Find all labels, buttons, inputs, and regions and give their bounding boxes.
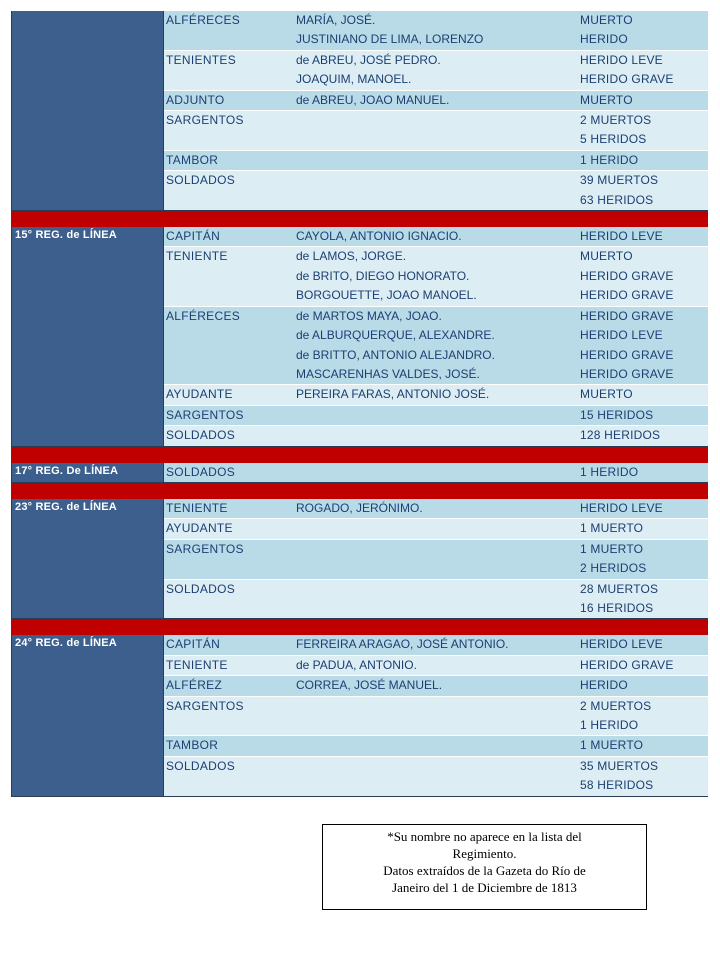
rank-cell: CAPITÁN <box>166 229 221 244</box>
table-row <box>164 635 708 655</box>
person-name: PEREIRA FARAS, ANTONIO JOSÉ. <box>296 387 490 402</box>
names-cell <box>296 151 578 170</box>
names-cell <box>296 426 578 445</box>
casualty-status: MUERTO <box>580 249 633 264</box>
casualty-status: HERIDO GRAVE <box>580 72 674 87</box>
casualty-status: HERIDO LEVE <box>580 229 663 244</box>
rank-cell: ADJUNTO <box>166 92 225 107</box>
table-row <box>164 51 708 91</box>
names-cell <box>296 635 578 654</box>
casualty-status: 1 MUERTO <box>580 738 644 753</box>
status-cell <box>578 227 708 246</box>
status-cell <box>578 540 708 579</box>
section-separator <box>11 619 708 635</box>
casualty-status: HERIDO <box>580 32 628 47</box>
person-name: BORGOUETTE, JOAO MANOEL. <box>296 288 477 303</box>
status-cell <box>578 635 708 654</box>
person-name: MASCARENHAS VALDES, JOSÉ. <box>296 366 480 381</box>
person-name: CAYOLA, ANTONIO IGNACIO. <box>296 229 462 244</box>
note-line: *Su nombre no aparece en la lista del <box>387 829 582 844</box>
person-name: de ABREU, JOAO MANUEL. <box>296 92 450 107</box>
person-name: CORREA, JOSÉ MANUEL. <box>296 678 443 693</box>
rank-cell: TENIENTE <box>166 657 228 672</box>
status-cell <box>578 697 708 736</box>
table-row <box>164 757 708 796</box>
status-cell <box>578 406 708 425</box>
casualty-status: 1 HERIDO <box>580 152 639 167</box>
names-cell <box>296 540 578 579</box>
rank-cell: TENIENTE <box>166 500 228 515</box>
casualty-table <box>11 11 708 797</box>
casualty-status: HERIDO GRAVE <box>580 657 674 672</box>
table-row <box>164 697 708 737</box>
rank-cell: SARGENTOS <box>166 698 244 713</box>
regiment-section <box>11 463 708 483</box>
table-row <box>164 580 708 619</box>
status-cell <box>578 656 708 675</box>
person-name: de BRITTO, ANTONIO ALEJANDRO. <box>296 347 495 362</box>
rank-cell: SARGENTOS <box>166 113 244 128</box>
rank-cell: TENIENTES <box>166 52 237 67</box>
section-separator <box>11 211 708 227</box>
person-name: JUSTINIANO DE LIMA, LORENZO <box>296 32 484 47</box>
table-row <box>164 426 708 445</box>
status-cell <box>578 580 708 619</box>
status-cell <box>578 757 708 796</box>
names-cell <box>296 51 578 90</box>
casualty-status: HERIDO GRAVE <box>580 268 674 283</box>
regiment-section <box>11 499 708 619</box>
table-row <box>164 519 708 539</box>
casualty-status: HERIDO GRAVE <box>580 288 674 303</box>
rank-rows <box>164 11 708 210</box>
status-cell <box>578 385 708 404</box>
casualty-status: MUERTO <box>580 13 633 27</box>
names-cell <box>296 11 578 50</box>
person-name: de MARTOS MAYA, JOAO. <box>296 308 442 323</box>
status-cell <box>578 499 708 518</box>
names-cell <box>296 580 578 619</box>
rank-cell: TENIENTE <box>166 249 228 264</box>
names-cell <box>296 463 578 482</box>
table-row <box>164 307 708 386</box>
names-cell <box>296 307 578 385</box>
status-cell <box>578 736 708 755</box>
casualty-status: 2 MUERTOS <box>580 113 652 128</box>
person-name: FERREIRA ARAGAO, JOSÉ ANTONIO. <box>296 637 509 652</box>
casualty-status: HERIDO GRAVE <box>580 308 674 323</box>
casualty-status: MUERTO <box>580 92 633 107</box>
rank-cell: TAMBOR <box>166 738 219 753</box>
section-separator <box>11 447 708 463</box>
rank-cell: SOLDADOS <box>166 464 236 479</box>
person-name: JOAQUIM, MANOEL. <box>296 72 412 87</box>
casualty-status: 16 HERIDOS <box>580 600 654 615</box>
regiment-label: 23° REG. de LÍNEA <box>12 499 164 618</box>
rank-cell: AYUDANTE <box>166 521 233 536</box>
status-cell <box>578 111 708 150</box>
casualty-status: 1 MUERTO <box>580 541 644 556</box>
names-cell <box>296 736 578 755</box>
person-name: MARÍA, JOSÉ. <box>296 13 376 27</box>
rank-cell: TAMBOR <box>166 152 219 167</box>
table-row <box>164 656 708 676</box>
rank-cell: ALFÉREZ <box>166 678 223 693</box>
person-name: de PADUA, ANTONIO. <box>296 657 417 672</box>
note-line: Regimiento. <box>452 846 517 861</box>
casualty-status: 2 MUERTOS <box>580 698 652 713</box>
names-cell <box>296 757 578 796</box>
casualty-status: 35 MUERTOS <box>580 758 659 773</box>
names-cell <box>296 385 578 404</box>
casualty-status: HERIDO LEVE <box>580 500 663 515</box>
status-cell <box>578 247 708 305</box>
names-cell <box>296 171 578 210</box>
table-row <box>164 736 708 756</box>
person-name: ROGADO, JERÓNIMO. <box>296 500 423 515</box>
table-row <box>164 151 708 171</box>
table-row <box>164 111 708 151</box>
names-cell <box>296 247 578 305</box>
note-line: Datos extraídos de la Gazeta do Río de <box>383 863 586 878</box>
casualty-status: HERIDO LEVE <box>580 328 663 343</box>
rank-rows <box>164 463 708 482</box>
rank-cell: SOLDADOS <box>166 581 236 596</box>
rank-cell: SOLDADOS <box>166 758 236 773</box>
rank-cell: SOLDADOS <box>166 428 236 443</box>
casualty-status: 1 HERIDO <box>580 718 639 732</box>
casualty-status: HERIDO GRAVE <box>580 366 674 381</box>
names-cell <box>296 697 578 736</box>
source-note <box>322 824 647 910</box>
status-cell <box>578 307 708 385</box>
table-row <box>164 463 708 482</box>
names-cell <box>296 406 578 425</box>
rank-cell: SOLDADOS <box>166 173 236 188</box>
names-cell <box>296 499 578 518</box>
casualty-status: 39 MUERTOS <box>580 173 659 188</box>
table-row <box>164 91 708 111</box>
rank-cell: ALFÉRECES <box>166 13 241 27</box>
names-cell <box>296 111 578 150</box>
table-row <box>164 406 708 426</box>
casualty-status: 1 MUERTO <box>580 521 644 536</box>
regiment-section <box>11 227 708 446</box>
rank-cell: ALFÉRECES <box>166 308 241 323</box>
regiment-label: 17° REG. De LÍNEA <box>12 463 164 482</box>
status-cell <box>578 426 708 445</box>
casualty-status: HERIDO GRAVE <box>580 347 674 362</box>
casualty-status: HERIDO LEVE <box>580 637 663 652</box>
names-cell <box>296 227 578 246</box>
person-name: de ABREU, JOSÉ PEDRO. <box>296 52 441 67</box>
rank-rows <box>164 635 708 795</box>
casualty-status: HERIDO LEVE <box>580 52 663 67</box>
status-cell <box>578 91 708 110</box>
casualty-status: 128 HERIDOS <box>580 428 661 443</box>
person-name: de BRITO, DIEGO HONORATO. <box>296 268 470 283</box>
person-name: de LAMOS, JORGE. <box>296 249 407 264</box>
names-cell <box>296 519 578 538</box>
names-cell <box>296 91 578 110</box>
status-cell <box>578 676 708 695</box>
regiment-section <box>11 11 708 211</box>
rank-rows <box>164 499 708 618</box>
table-row <box>164 540 708 580</box>
status-cell <box>578 519 708 538</box>
status-cell <box>578 11 708 50</box>
rank-cell: SARGENTOS <box>166 407 244 422</box>
casualty-status: 1 HERIDO <box>580 464 639 479</box>
casualty-status: 15 HERIDOS <box>580 407 654 422</box>
casualty-status: 28 MUERTOS <box>580 581 659 596</box>
table-row <box>164 247 708 306</box>
table-row <box>164 676 708 696</box>
regiment-label <box>12 11 164 210</box>
rank-cell: SARGENTOS <box>166 541 244 556</box>
table-row <box>164 499 708 519</box>
casualty-status: 2 HERIDOS <box>580 561 647 576</box>
status-cell <box>578 171 708 210</box>
person-name: de ALBURQUERQUE, ALEXANDRE. <box>296 328 495 343</box>
status-cell <box>578 51 708 90</box>
rank-cell: AYUDANTE <box>166 387 233 402</box>
regiment-label: 15° REG. de LÍNEA <box>12 227 164 445</box>
section-separator <box>11 483 708 499</box>
regiment-label: 24° REG. de LÍNEA <box>12 635 164 795</box>
casualty-status: HERIDO <box>580 678 628 693</box>
regiment-section <box>11 635 708 796</box>
note-line: Janeiro del 1 de Diciembre de 1813 <box>392 880 577 895</box>
rank-rows <box>164 227 708 445</box>
names-cell <box>296 676 578 695</box>
table-row <box>164 227 708 247</box>
casualty-status: 63 HERIDOS <box>580 192 654 207</box>
table-row <box>164 171 708 210</box>
table-row <box>164 385 708 405</box>
names-cell <box>296 656 578 675</box>
casualty-status: 5 HERIDOS <box>580 132 647 147</box>
casualty-status: MUERTO <box>580 387 633 402</box>
casualty-status: 58 HERIDOS <box>580 778 654 793</box>
status-cell <box>578 463 708 482</box>
status-cell <box>578 151 708 170</box>
rank-cell: CAPITÁN <box>166 637 221 652</box>
table-row <box>164 11 708 51</box>
